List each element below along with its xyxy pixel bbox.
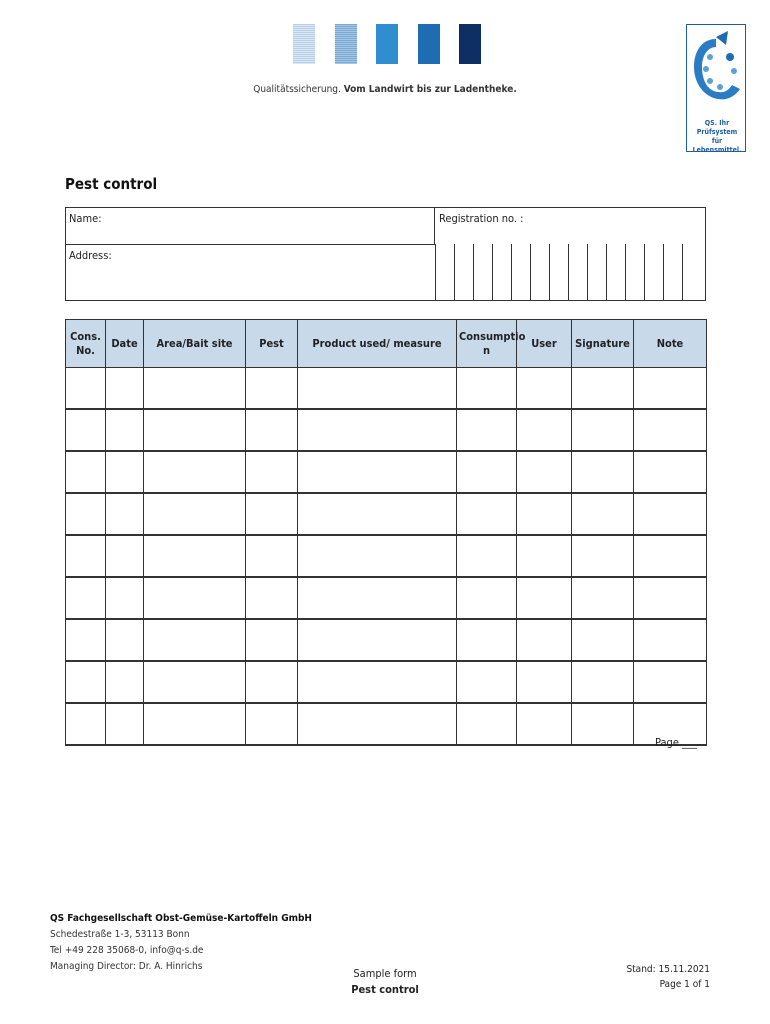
pest-control-table bbox=[65, 319, 707, 746]
table-cell[interactable] bbox=[517, 619, 572, 661]
qs-logo bbox=[686, 24, 746, 152]
brand-square-1 bbox=[293, 24, 315, 64]
col-header-user bbox=[517, 320, 572, 368]
table-cell[interactable] bbox=[572, 493, 634, 535]
table-cell[interactable] bbox=[634, 535, 707, 577]
table-cell[interactable] bbox=[66, 493, 106, 535]
table-cell[interactable] bbox=[144, 535, 246, 577]
table-cell[interactable] bbox=[106, 619, 144, 661]
table-cell[interactable] bbox=[517, 409, 572, 451]
table-cell[interactable] bbox=[66, 577, 106, 619]
table-cell[interactable] bbox=[298, 535, 457, 577]
table-cell[interactable] bbox=[246, 661, 298, 703]
col-header-pest bbox=[246, 320, 298, 368]
col-header-consumption bbox=[457, 320, 526, 368]
reg-cell[interactable] bbox=[682, 244, 683, 301]
table-cell[interactable] bbox=[634, 451, 707, 493]
table-cell[interactable] bbox=[298, 661, 457, 703]
col-header-label: User bbox=[531, 336, 557, 350]
table-cell[interactable] bbox=[144, 493, 246, 535]
table-cell[interactable] bbox=[144, 577, 246, 619]
table-cell[interactable] bbox=[246, 535, 298, 577]
table-cell[interactable] bbox=[517, 703, 572, 745]
table-cell[interactable] bbox=[144, 619, 246, 661]
table-cell[interactable] bbox=[106, 577, 144, 619]
table-cell[interactable] bbox=[106, 409, 144, 451]
brand-square-3 bbox=[376, 24, 398, 64]
table-cell[interactable] bbox=[517, 451, 572, 493]
qs-logo-icon bbox=[688, 27, 745, 117]
registration-number-cells[interactable] bbox=[435, 244, 706, 301]
tagline bbox=[0, 84, 770, 95]
document-name: Pest control bbox=[351, 983, 419, 996]
col-header-area bbox=[144, 320, 246, 368]
table-row bbox=[66, 661, 707, 703]
table-cell[interactable] bbox=[572, 535, 634, 577]
col-header-label: Area/Bait site bbox=[156, 336, 233, 350]
table-cell[interactable] bbox=[66, 409, 106, 451]
reg-cell[interactable] bbox=[568, 244, 569, 301]
company-contact: Tel +49 228 35068-0, info@q-s.de bbox=[50, 945, 204, 956]
table-cell[interactable] bbox=[66, 703, 106, 745]
table-cell[interactable] bbox=[457, 535, 517, 577]
reg-cell[interactable] bbox=[625, 244, 626, 301]
table-cell[interactable] bbox=[457, 409, 517, 451]
col-header-label: Consumptio n bbox=[459, 329, 526, 357]
name-label: Name: bbox=[69, 212, 102, 225]
table-cell[interactable] bbox=[572, 451, 634, 493]
registration-label: Registration no. : bbox=[439, 212, 524, 225]
col-header-signature bbox=[572, 320, 634, 368]
table-cell[interactable] bbox=[246, 493, 298, 535]
table-cell[interactable] bbox=[572, 661, 634, 703]
page-number-label: Page ___ bbox=[655, 736, 697, 749]
col-header-label: Product used/ measure bbox=[312, 336, 442, 350]
company-address: Schedestraße 1-3, 53113 Bonn bbox=[50, 929, 190, 940]
table-cell[interactable] bbox=[457, 493, 517, 535]
reg-cell[interactable] bbox=[492, 244, 493, 301]
company-director: Managing Director: Dr. A. Hinrichs bbox=[50, 961, 203, 972]
col-header-label: Signature bbox=[575, 336, 630, 350]
reg-cell[interactable] bbox=[473, 244, 474, 301]
table-cell[interactable] bbox=[634, 368, 707, 410]
reg-cell[interactable] bbox=[511, 244, 512, 301]
table-row bbox=[66, 535, 707, 577]
col-header-note bbox=[634, 320, 707, 368]
table-cell[interactable] bbox=[517, 535, 572, 577]
table-cell[interactable] bbox=[144, 368, 246, 410]
table-row bbox=[66, 451, 707, 493]
table-cell[interactable] bbox=[106, 703, 144, 745]
table-row bbox=[66, 409, 707, 451]
table-cell[interactable] bbox=[572, 368, 634, 410]
table-row bbox=[66, 368, 707, 410]
table-cell[interactable] bbox=[66, 661, 106, 703]
col-header-product bbox=[298, 320, 457, 368]
table-cell[interactable] bbox=[457, 661, 517, 703]
table-cell[interactable] bbox=[144, 451, 246, 493]
table-cell[interactable] bbox=[106, 493, 144, 535]
col-header-date bbox=[106, 320, 144, 368]
form-title: Pest control bbox=[65, 175, 158, 193]
table-cell[interactable] bbox=[298, 368, 457, 410]
table-cell[interactable] bbox=[106, 535, 144, 577]
table-cell[interactable] bbox=[246, 577, 298, 619]
info-box bbox=[65, 207, 706, 301]
table-cell[interactable] bbox=[246, 368, 298, 410]
company-info bbox=[50, 911, 312, 975]
document-page: Page 1 of 1 bbox=[659, 979, 710, 990]
table-cell[interactable] bbox=[246, 703, 298, 745]
table-cell[interactable] bbox=[298, 451, 457, 493]
tagline-bold: Vom Landwirt bis zur Ladentheke. bbox=[343, 84, 517, 95]
address-label: Address: bbox=[69, 249, 112, 262]
table-cell[interactable] bbox=[457, 451, 517, 493]
name-field[interactable] bbox=[66, 208, 435, 245]
reg-cell[interactable] bbox=[435, 244, 436, 301]
logo-line-2: für Lebensmittel. bbox=[692, 137, 742, 154]
logo-line-1: QS. Ihr Prüfsystem bbox=[696, 119, 738, 136]
table-cell[interactable] bbox=[634, 409, 707, 451]
table-cell[interactable] bbox=[517, 493, 572, 535]
table-cell[interactable] bbox=[246, 451, 298, 493]
reg-cell[interactable] bbox=[663, 244, 664, 301]
table-cell[interactable] bbox=[144, 409, 246, 451]
col-header-label: Cons. No. bbox=[70, 329, 101, 357]
reg-cell[interactable] bbox=[549, 244, 550, 301]
table-cell[interactable] bbox=[106, 451, 144, 493]
reg-cell[interactable] bbox=[454, 244, 455, 301]
tagline-normal: Qualitätssicherung. bbox=[253, 84, 341, 95]
table-row bbox=[66, 493, 707, 535]
table-cell[interactable] bbox=[66, 451, 106, 493]
table-cell[interactable] bbox=[246, 619, 298, 661]
table-cell[interactable] bbox=[144, 703, 246, 745]
table-cell[interactable] bbox=[106, 368, 144, 410]
table-cell[interactable] bbox=[246, 409, 298, 451]
document-label bbox=[300, 966, 470, 998]
brand-square-4 bbox=[418, 24, 440, 64]
table-cell[interactable] bbox=[66, 368, 106, 410]
col-header-label: Note bbox=[656, 336, 684, 350]
table-cell[interactable] bbox=[298, 493, 457, 535]
table-cell[interactable] bbox=[144, 661, 246, 703]
document-meta bbox=[560, 962, 710, 992]
table-cell[interactable] bbox=[457, 368, 517, 410]
table-cell[interactable] bbox=[634, 619, 707, 661]
table-cell[interactable] bbox=[66, 619, 106, 661]
table-cell[interactable] bbox=[634, 661, 707, 703]
reg-cell[interactable] bbox=[644, 244, 645, 301]
table-cell[interactable] bbox=[517, 368, 572, 410]
table-cell[interactable] bbox=[298, 577, 457, 619]
reg-cell[interactable] bbox=[530, 244, 531, 301]
document-stand: Stand: 15.11.2021 bbox=[626, 964, 710, 975]
document-type: Sample form bbox=[353, 967, 417, 980]
table-cell[interactable] bbox=[517, 661, 572, 703]
reg-cell[interactable] bbox=[606, 244, 607, 301]
col-header-cons-no bbox=[66, 320, 106, 368]
table-cell[interactable] bbox=[572, 703, 634, 745]
table-cell[interactable] bbox=[66, 535, 106, 577]
table-cell[interactable] bbox=[634, 493, 707, 535]
table-cell[interactable] bbox=[106, 661, 144, 703]
table-cell[interactable] bbox=[634, 577, 707, 619]
table-row bbox=[66, 619, 707, 661]
table-cell[interactable] bbox=[517, 577, 572, 619]
company-name: QS Fachgesellschaft Obst-Gemüse-Kartoffeln GmbH bbox=[50, 913, 312, 924]
table-cell[interactable] bbox=[572, 577, 634, 619]
table-cell[interactable] bbox=[298, 409, 457, 451]
table-header-row bbox=[66, 320, 707, 368]
table-row bbox=[66, 703, 707, 745]
table-cell[interactable] bbox=[298, 619, 457, 661]
brand-square-2 bbox=[335, 24, 357, 64]
col-header-label: Date bbox=[111, 336, 138, 350]
col-header-label: Pest bbox=[259, 336, 284, 350]
table-cell[interactable] bbox=[457, 577, 517, 619]
table-cell[interactable] bbox=[298, 703, 457, 745]
table-cell[interactable] bbox=[572, 409, 634, 451]
logo-text bbox=[689, 119, 745, 155]
brand-square-5 bbox=[459, 24, 481, 64]
table-cell[interactable] bbox=[457, 703, 517, 745]
table-row bbox=[66, 577, 707, 619]
reg-cell[interactable] bbox=[587, 244, 588, 301]
table-cell[interactable] bbox=[572, 619, 634, 661]
table-cell[interactable] bbox=[457, 619, 517, 661]
